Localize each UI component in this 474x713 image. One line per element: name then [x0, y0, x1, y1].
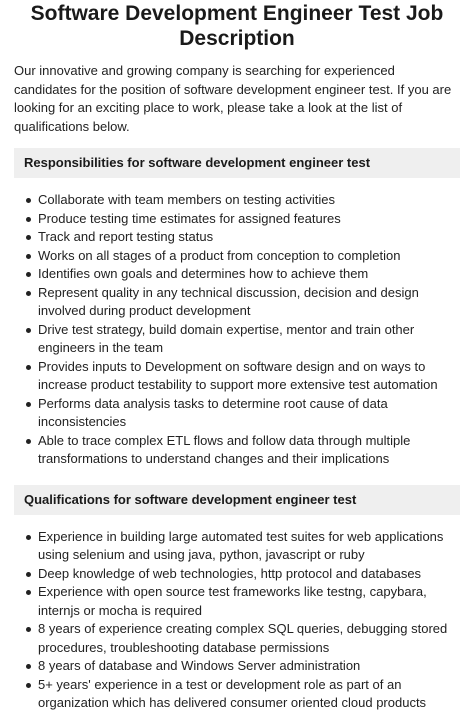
list-item	[14, 228, 460, 247]
bullet-icon	[26, 198, 31, 203]
list-item	[14, 395, 460, 432]
list-item-text: Experience with open source test frameworks like testng, capybara, internjs or mocha is required	[38, 584, 427, 618]
bullet-icon	[26, 439, 31, 444]
intro-paragraph: Our innovative and growing company is searching for experienced candidates for the position of software development engineer test. If you are looking for an exciting place to work, please take a look at the list of qualifications below.	[14, 63, 452, 134]
list-item-text: Identifies own goals and determines how to achieve them	[38, 266, 369, 281]
list-item-text: 8 years of database and Windows Server administration	[38, 658, 361, 673]
bullet-icon	[26, 535, 31, 540]
bullet-icon	[26, 590, 31, 595]
list-item-text: Track and report testing status	[38, 229, 214, 244]
list-item	[14, 265, 460, 284]
list-item	[14, 528, 460, 565]
list-item-text: Collaborate with team members on testing activities	[38, 192, 335, 207]
list-item-text: Represent quality in any technical discussion, decision and design involved during product development	[38, 284, 419, 318]
list-item-text: Drive test strategy, build domain expertise, mentor and train other engineers in the team	[38, 321, 415, 355]
bullet-icon	[26, 254, 31, 259]
list-item	[14, 583, 460, 620]
list-item-text: 5+ years' experience in a test or development role as part of an organization which has delivered consumer oriented cloud products	[38, 676, 427, 710]
bullet-icon	[26, 217, 31, 222]
list-item-text: 8 years of experience creating complex SQL queries, debugging stored procedures, troubleshooting database permissions	[38, 621, 448, 655]
list-item	[14, 432, 460, 469]
list-item-text: Able to trace complex ETL flows and follow data through multiple transformations to understand changes and their implications	[38, 432, 411, 466]
qualifications-list	[14, 528, 460, 713]
bullet-icon	[26, 272, 31, 277]
bullet-icon	[26, 291, 31, 296]
list-item-text: Experience in building large automated test suites for web applications using selenium and using java, python, javascript or ruby	[38, 528, 444, 562]
bullet-icon	[26, 365, 31, 370]
list-item	[14, 657, 460, 676]
bullet-icon	[26, 328, 31, 333]
list-item-text: Deep knowledge of web technologies, http protocol and databases	[38, 565, 422, 581]
list-item	[14, 358, 460, 395]
responsibilities-list	[14, 191, 460, 469]
list-item	[14, 247, 460, 266]
qualifications-heading: Qualifications for software development engineer test	[14, 485, 460, 515]
list-item	[14, 284, 460, 321]
bullet-icon	[26, 235, 31, 240]
page-title: Software Development Engineer Test Job Description	[30, 2, 444, 50]
bullet-icon	[26, 627, 31, 632]
bullet-icon	[26, 402, 31, 407]
bullet-icon	[26, 572, 31, 577]
bullet-icon	[26, 683, 31, 688]
list-item	[14, 565, 460, 584]
list-item-text: Produce testing time estimates for assigned features	[38, 210, 341, 226]
list-item	[14, 676, 460, 713]
list-item	[14, 620, 460, 657]
list-item-text: Performs data analysis tasks to determine root cause of data inconsistencies	[38, 395, 388, 429]
list-item	[14, 210, 460, 229]
list-item-text: Provides inputs to Development on software design and on ways to increase product testability to support more extensive test automation	[38, 358, 438, 392]
list-item	[14, 321, 460, 358]
list-item-text: Works on all stages of a product from conception to completion	[38, 247, 401, 263]
list-item	[14, 191, 460, 210]
responsibilities-heading: Responsibilities for software development engineer test	[14, 148, 460, 178]
